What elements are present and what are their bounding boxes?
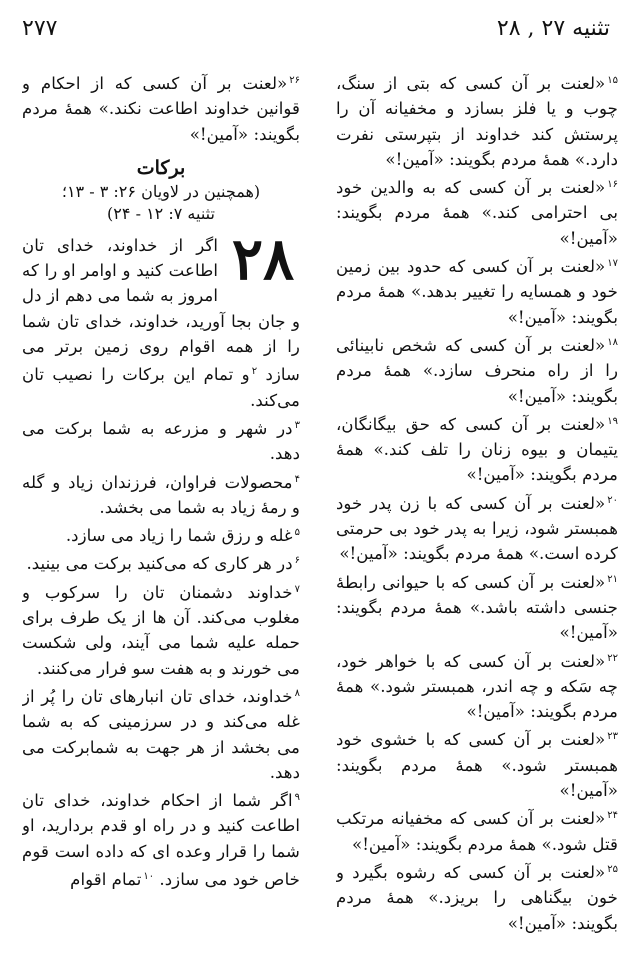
verse-8 [22,681,300,785]
page-number: ۲۷۷ [22,16,58,41]
verse-text: خداوند دشمنان تان را سرکوب و مغلوب می‌کند. آن ها از یک طرف برای حمله علیه شما می آیند، ولی شکست می خورند و به هفت سو فرار می‌کنند. [22,581,300,678]
verse-20 [336,488,618,567]
chapter-number: ۲۸ [231,224,295,293]
verse-text: اگر شما از احکام خداوند، خدای تان اطاعت کنید و در راه او قدم بردارید، او شما را قرار وعده ای که داده است قوم خاص خود می سازد. [22,790,300,890]
verse-number: ۲۱ [607,573,618,585]
verse-number: ۸ [294,687,300,699]
verse-number: ۱۰ [143,871,155,883]
verse-number: ۲ [251,366,258,378]
verse-7 [22,577,300,681]
verse-text: تمام اقوام [70,869,142,890]
left-column [22,68,300,939]
verse-number: ۹ [294,792,300,804]
verse-6 [22,548,300,576]
verse-text: در شهر و مزرعه به شما برکت می دهد. [22,417,300,464]
verse-number: ۱۶ [607,179,618,191]
verse-text: «لعنت بر آن کسی که با زن پدر خود همبستر شود، زیرا به پدر خود بی حرمتی کرده است.» همهٔ مردم بگویند: «آمین!» [336,492,618,564]
verse-text: «لعنت بر آن کسی که مخفیانه مرتکب قتل شود.» همهٔ مردم بگویند: «آمین!» [336,808,618,854]
verse-text: اگر از خداوند، خدای تان اطاعت کنید و اوامر او را که امروز به شما می دهم از دل و جان بجا آورید، خداوند، خدای تان شما را از همه اقوام روی زمین برتر می سازد [22,234,300,385]
verse-15 [336,68,618,172]
verse-text: و تمام این برکات را نصیب تان می‌کند. [22,364,300,410]
verse-19 [336,409,618,488]
verse-18 [336,330,618,409]
verse-26 [22,68,300,147]
verse-number: ۲۶ [289,75,300,86]
verse-17 [336,251,618,330]
verse-text: خداوند، خدای تان انبارهای تان را پُر از غله می‌کند و در سرزمینی که به شما می بخشد از هر جهت به شمابرکت می دهد. [22,685,300,782]
section-heading: برکات [136,156,186,179]
verse-text: «لعنت بر آن کسی که با خشوی خود همبستر شود.» همهٔ مردم بگویند: «آمین!» [336,729,618,801]
verse-text: «لعنت بر آن کسی که شخص نابینائی را از راه منحرف سازد.» همهٔ مردم بگویند: «آمین!» [336,334,618,406]
chapter-block [22,224,300,413]
verse-text: «لعنت بر آن کسی که از احکام و قوانین خداوند اطاعت نکند.» همهٔ مردم بگویند: «آمین!» [22,73,300,144]
verse-number: ۲۵ [607,863,618,875]
verse-text: «لعنت بر آن کسی که با حیوانی رابطهٔ جنسی داشته باشد.» همهٔ مردم بگویند: «آمین!» [336,571,618,643]
verse-text: در هر کاری که می‌کنید برکت می بینید. [26,553,293,574]
verse-number: ۱۹ [607,415,618,427]
verse-21 [336,567,618,646]
verse-24 [336,803,618,857]
verse-5 [22,520,300,548]
verse-22 [336,646,618,725]
verse-number: ۳ [294,419,300,431]
verse-number: ۲۰ [607,494,618,506]
verse-text: محصولات فراوان، فرزندان زیاد و گله و رمهٔ زیاد به شما می بخشد. [22,471,300,517]
verse-text: «لعنت بر آن کسی که رشوه بگیرد و خون بیگناهی را بریزد.» همهٔ مردم بگویند: «آمین!» [336,861,618,933]
section-reference: تثنیه ۷: ۱۲ - ۲۴) [107,203,215,223]
right-column [336,68,618,939]
verse-number: ۱۵ [607,75,618,86]
verse-number: ۲۲ [607,652,618,664]
running-title: تثنیه ۲۷ , ۲۸ [496,16,610,41]
section-reference: (همچنین در لاویان ۲۶: ۳ - ۱۳؛ [61,181,261,201]
verse-number: ۴ [294,473,300,485]
verse-25 [336,857,618,936]
verse-3 [22,413,300,467]
verse-number: ۱۸ [607,336,618,348]
verse-4 [22,467,300,521]
verse-number: ۱۷ [607,258,618,270]
verse-text: غله و رزق شما را زیاد می سازد. [65,525,293,546]
verse-text: «لعنت بر آن کسی که حق بیگانگان، یتیمان و بیوه زنان را تلف کند.» همهٔ مردم بگویند: «آمین!» [336,413,618,485]
verse-23 [336,724,618,803]
verse-16 [336,172,618,251]
verse-number: ۲۴ [607,810,618,822]
verse-text: «لعنت بر آن کسی که حدود بین زمین خود و همسایه را تغییر بدهد.» همهٔ مردم بگویند: «آمین!» [336,256,618,327]
verse-number: ۷ [294,583,300,595]
verse-9 [22,785,300,892]
verse-text: «لعنت بر آن کسی که به والدین خود بی احترامی کند.» همهٔ مردم بگویند: «آمین!» [336,177,618,248]
verse-number: ۶ [294,555,300,567]
verse-text: «لعنت بر آن کسی که بتی از سنگ، چوب و یا فلز بسازد و مخفیانه آن را پرستش کند خداوند از بتپرستی نفرت دارد.» همهٔ مردم بگویند: «آمین!» [336,73,618,169]
verse-number: ۵ [294,527,300,539]
verse-text: «لعنت بر آن کسی که با خواهر خود، چه سَکه و چه اندر، همبستر شود.» همهٔ مردم بگویند: «آمین!» [336,650,618,722]
page-header [22,16,616,56]
verse-number: ۲۳ [607,731,618,743]
